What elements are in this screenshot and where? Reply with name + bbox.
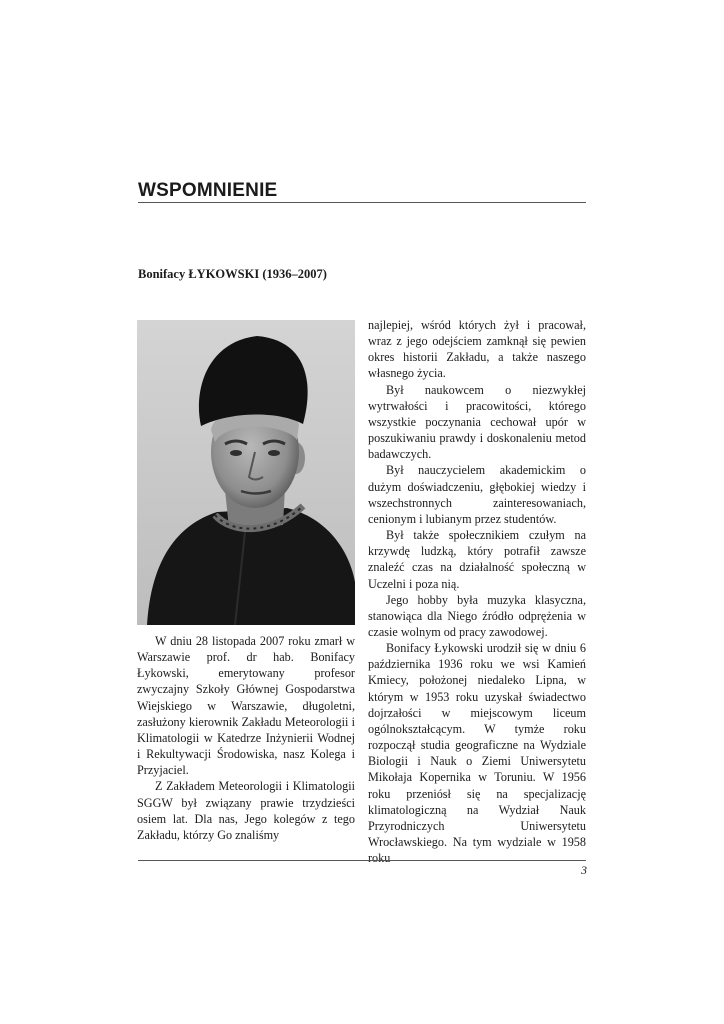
article-subject: Bonifacy ŁYKOWSKI (1936–2007) (138, 267, 327, 281)
section-title: WSPOMNIENIE (138, 180, 278, 201)
paragraph: Jego hobby była muzyka klasyczna, stanowiąca dla Niego źródło odprężenia w czasie wolnym od pracy zawodowej. (368, 592, 586, 639)
portrait-photo (137, 320, 355, 625)
page-number: 3 (581, 863, 587, 877)
right-column (368, 317, 586, 866)
left-column (137, 633, 355, 843)
paragraph: W dniu 28 listopada 2007 roku zmarł w Warszawie prof. dr hab. Bonifacy Łykowski, emerytowany profesor zwyczajny Szkoły Głównej Gospodarstwa Wiejskiego w Warszawie, długoletni, zasłużony kierownik Zakładu Meteorologii i Klimatologii w Katedrze Inżynierii Wodnej i Rekultywacji Środowiska, nasz Kolega i Przyjaciel. (137, 634, 355, 778)
paragraph: Był także społecznikiem czułym na krzywdę ludzką, który potrafił zawsze znaleźć czas na działalność społeczną w Uczelni i poza nią. (368, 528, 586, 591)
title-rule (138, 202, 586, 203)
paragraph-continuation: najlepiej, wśród których żył i pracował, wraz z jego odejściem zamknął się pewien okres historii Zakładu, a także naszego własnego życia. (368, 318, 586, 381)
paragraph: Był nauczycielem akademickim o dużym doświadczeniu, głębokiej wiedzy i wszechstronnych zainteresowaniach, cenionym i lubianym przez studentów. (368, 463, 586, 526)
paragraph: Z Zakładem Meteorologii i Klimatologii SGGW był związany prawie trzydzieści osiem lat. Dla nas, Jego kolegów z tego Zakładu, którzy Go znaliśmy (137, 779, 355, 842)
paragraph: Bonifacy Łykowski urodził się w dniu 6 października 1936 roku we wsi Kamień Kmiecy, położonej niedaleko Lipna, w którym w 1953 roku uzyskał świadectwo dojrzałości w miejscowym liceum ogólnokształcącym. W tymże roku rozpoczął studia geograficzne na Wydziale Biologii i Nauk o Ziemi Uniwersytetu Mikołaja Kopernika w Toruniu. W 1956 roku przeniósł się na specjalizację klimatologiczną na Wydział Nauk Przyrodniczych Uniwersytetu Wrocławskiego. Na tym wydziale w 1958 roku (368, 641, 586, 866)
paragraph: Był naukowcem o niezwykłej wytrwałości i pracowitości, którego wszystkie poczynania cechował upór w poszukiwaniu prawdy i doskonaleniu metod badawczych. (368, 382, 586, 462)
footer-rule (138, 860, 586, 861)
